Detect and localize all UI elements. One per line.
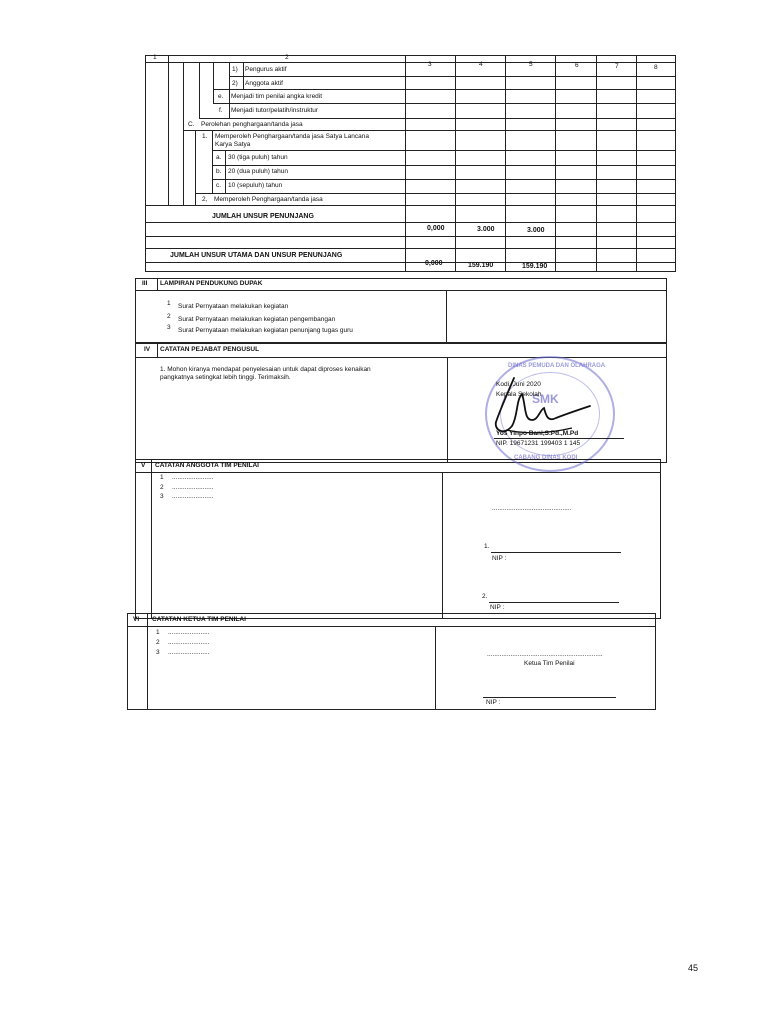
row-anggota-label: Anggota aktif [245, 80, 283, 87]
page-number: 45 [688, 963, 699, 973]
row-penghargaan-num: 2, [202, 196, 208, 203]
section-iv-roman: IV [144, 346, 151, 353]
row-penghargaan-label: Memperoleh Penghargaan/tanda jasa [214, 196, 323, 203]
anggota-note-3-dots: ....................... [172, 493, 214, 500]
section-vi-roman: VI [133, 616, 140, 623]
ketua-note-1-num: 1 [156, 629, 160, 636]
col-header-8: 8 [654, 64, 658, 71]
section-v-title: CATATAN ANGGOTA TIM PENILAI [155, 462, 259, 469]
total-penunjang-col5: 3.000 [527, 227, 545, 234]
signatory-name: Yos Yinpo Bani,S.Pd.,M.Pd [496, 430, 579, 437]
col-header-5: 5 [529, 61, 533, 68]
anggota-signer-2-nip: NIP : [490, 604, 505, 611]
row-tutor-num: f. [219, 107, 223, 114]
col-header-4: 4 [479, 61, 483, 68]
stamp-center-text: SMK [532, 392, 559, 406]
col-header-1: 1 [153, 54, 157, 61]
anggota-note-3-num: 3 [160, 493, 164, 500]
row-20-label: 20 (dua puluh) tahun [228, 168, 288, 175]
signature-place-date: Kodi, Juni 2020 [496, 381, 541, 388]
lampiran-item-3-num: 3 [167, 324, 171, 331]
col-header-3: 3 [428, 61, 432, 68]
anggota-signer-1-nip: NIP : [492, 555, 507, 562]
col-header-2: 2 [285, 54, 289, 61]
row-20-num: b. [216, 168, 222, 175]
stamp-bottom-text: CABANG DINAS KODI [514, 455, 578, 461]
anggota-signer-1-num: 1. [484, 543, 490, 550]
row-anggota-num: 2) [232, 80, 238, 87]
stamp-top-text: DINAS PEMUDA DAN OLAHRAGA [508, 363, 606, 369]
anggota-note-2-num: 2 [160, 484, 164, 491]
row-perolehan-label: Perolehan penghargaan/tanda jasa [201, 121, 303, 128]
row-10-num: c. [216, 182, 222, 189]
row-pengurus-num: 1) [232, 66, 238, 73]
total-utama-col4: 159.190 [468, 262, 494, 269]
lampiran-item-1-text: Surat Pernyataan melakukan kegiatan [178, 303, 289, 310]
row-10-label: 10 (sepuluh) tahun [228, 182, 283, 189]
ketua-note-3-num: 3 [156, 649, 160, 656]
col-header-7: 7 [615, 63, 619, 70]
anggota-signer-2-num: 2. [482, 593, 488, 600]
col-header-6: 6 [575, 62, 579, 69]
row-tutor-label: Menjadi tutor/pelatih/instruktur [231, 107, 319, 114]
ketua-date-line: ................................................................ [487, 651, 603, 658]
row-30-label: 30 (tiga puluh) tahun [228, 154, 288, 161]
anggota-note-1-dots: ....................... [172, 474, 214, 481]
row-30-num: a. [216, 154, 222, 161]
total-utama-col3: 0,000 [425, 260, 443, 267]
lampiran-item-3-text: Surat Pernyataan melakukan kegiatan penunjang tugas guru [178, 327, 353, 334]
section-anggota-tim-penilai [135, 459, 661, 619]
ketua-note-1-dots: ....................... [168, 629, 210, 636]
anggota-note-2-dots: ....................... [172, 484, 214, 491]
total-utama-col5: 159.190 [522, 263, 548, 270]
ketua-note-2-num: 2 [156, 639, 160, 646]
lampiran-item-1-num: 1 [167, 300, 171, 307]
pengusul-note-line-2: pangkatnya setingkat lebih tinggi. Terimaksih. [160, 374, 291, 381]
lampiran-item-2-num: 2 [167, 313, 171, 320]
anggota-note-1-num: 1 [160, 474, 164, 481]
total-penunjang-label: JUMLAH UNSUR PENUNJANG [212, 213, 314, 220]
pengusul-note-line-1: 1. Mohon kiranya mendapat penyelesaian untuk dapat diproses kenaikan [160, 366, 371, 373]
section-vi-title: CATATAN KETUA TIM PENILAI [152, 616, 246, 623]
section-ketua-tim-penilai [127, 613, 656, 710]
total-penunjang-col4: 3.000 [477, 226, 495, 233]
row-tim-penilai-label: Menjadi tim penilai angka kredit [231, 93, 323, 100]
anggota-date-line: ............................................ [492, 505, 572, 512]
ketua-note-2-dots: ....................... [168, 639, 210, 646]
section-iii-title: LAMPIRAN PENDUKUNG DUPAK [160, 280, 263, 287]
total-penunjang-col3: 0,000 [427, 225, 445, 232]
ketua-nip: NIP : [486, 699, 501, 706]
row-satya-label-2: Karya Satya [215, 141, 251, 148]
row-tim-penilai-num: e. [218, 93, 224, 100]
row-satya-label-1: Memperoleh Penghargaan/tanda jasa Satya Lancana [215, 133, 369, 140]
ketua-note-3-dots: ....................... [168, 649, 210, 656]
section-v-roman: V [141, 462, 146, 469]
section-iv-title: CATATAN PEJABAT PENGUSUL [160, 346, 260, 353]
row-perolehan-num: C. [188, 121, 195, 128]
signatory-nip: NIP. 19671231 199403 1 145 [496, 440, 581, 447]
ketua-role-label: Ketua Tim Penilai [524, 660, 575, 667]
row-satya-num: 1. [202, 133, 208, 140]
lampiran-item-2-text: Surat Pernyataan melakukan kegiatan pengembangan [178, 316, 336, 323]
total-utama-label: JUMLAH UNSUR UTAMA DAN UNSUR PENUNJANG [170, 252, 343, 259]
section-iii-roman: III [142, 280, 148, 287]
row-pengurus-label: Pengurus aktif [245, 66, 287, 73]
signature-position: Kepala Sekolah [496, 391, 542, 398]
